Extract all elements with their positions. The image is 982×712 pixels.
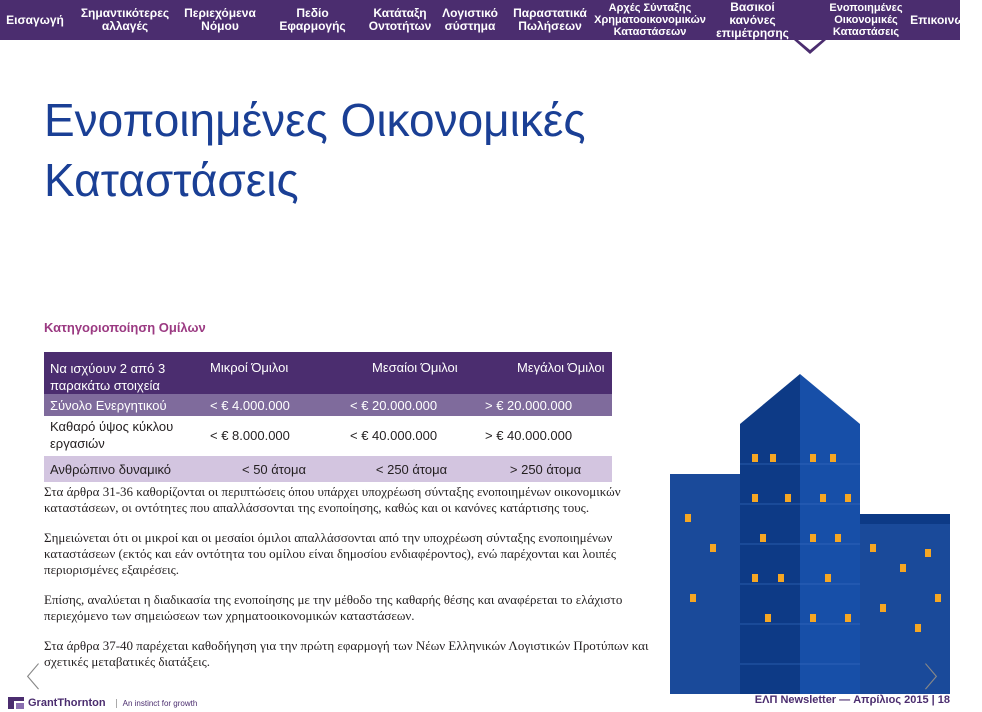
table-cell: Ανθρώπινο δυναμικό xyxy=(50,461,172,477)
table-cell: > 250 άτομα xyxy=(509,461,582,477)
table-cell: < 50 άτομα xyxy=(242,461,306,477)
table-row xyxy=(44,416,612,456)
paragraph: Σημειώνεται ότι οι μικροί και οι μεσαίοι όμιλοι απαλλάσσονται από την υποχρέωση σύνταξης ενοποιημένων καταστάσεων (εκτός και εάν οντότητα του ομίλου είναι δημοσίου ενδιαφέροντος), ενώ παρέχονται και λοιπές περιορισμένες εξαιρέσεις. xyxy=(44,530,616,577)
active-tab-marker-inner xyxy=(798,40,822,50)
body-text xyxy=(44,484,664,684)
table-row xyxy=(44,394,612,416)
nav-item-1[interactable]: Σημαντικότερες αλλαγές xyxy=(80,6,170,33)
table-cell: < € 8.000.000 xyxy=(210,428,290,443)
table-cell: Σύνολο Ενεργητικού xyxy=(50,397,167,413)
logo-mark-icon xyxy=(8,697,24,709)
nav-item-8[interactable]: Βασικοί κανόνες επιμέτρησης xyxy=(716,0,789,40)
next-page-arrow-icon[interactable]: 〉 xyxy=(924,661,953,694)
nav-item-2[interactable]: Περιεχόμενα Νόμου xyxy=(184,6,256,33)
table-cell: Καθαρό ύψος κύκλου εργασιών xyxy=(50,419,174,451)
group-classification-table xyxy=(44,352,612,482)
top-navigation xyxy=(0,0,982,40)
table-header-criteria: Να ισχύουν 2 από 3 παρακάτω στοιχεία xyxy=(50,361,166,393)
logo-tagline: An instinct for growth xyxy=(116,699,198,708)
nav-item-10[interactable]: Επικοινωνία xyxy=(910,12,982,27)
table-cell: < € 20.000.000 xyxy=(350,397,438,413)
table-cell: < € 40.000.000 xyxy=(350,428,438,443)
table-header-small: Μικροί Όμιλοι xyxy=(210,360,289,375)
paragraph: Στα άρθρα 31-36 καθορίζονται οι περιπτώσεις όπου υπάρχει υποχρέωση σύνταξης ενοποιημένων οικονομικών καταστάσεων, οι οντότητες που απαλλάσσονται της ενοποίησης, καθώς και οι κανόνες κατάρτισης τους. xyxy=(44,484,621,515)
table-cell: < 250 άτομα xyxy=(375,461,448,477)
table-cell: > € 40.000.000 xyxy=(485,428,573,443)
nav-item-3[interactable]: Πεδίο Εφαρμογής xyxy=(279,6,346,33)
table-cell: < € 4.000.000 xyxy=(210,397,290,413)
table-header-row xyxy=(44,352,612,394)
nav-item-9[interactable]: Ενοποιημένες Οικονομικές Καταστάσεις xyxy=(829,2,903,38)
logo-name: GrantThornton xyxy=(28,697,106,709)
nav-item-7[interactable]: Αρχές Σύνταξης Χρηματοοικονομικών Καταστάσεων xyxy=(594,2,706,38)
prev-page-arrow-icon[interactable]: 〈 xyxy=(12,661,41,694)
table-header-medium: Μεσαίοι Όμιλοι xyxy=(372,360,458,375)
table-row xyxy=(44,456,612,482)
table-cell: > € 20.000.000 xyxy=(485,397,573,413)
table-header-large: Μεγάλοι Όμιλοι xyxy=(517,360,605,375)
section-heading: Κατηγοριοποίηση Ομίλων xyxy=(44,320,206,335)
nav-item-0[interactable]: Εισαγωγή xyxy=(6,12,64,27)
footer-newsletter: ΕΛΠ Newsletter — Απρίλιος 2015 | 18 xyxy=(754,694,950,706)
nav-item-6[interactable]: Παραστατικά Πωλήσεων xyxy=(513,6,587,33)
page-title: Ενοποιημένες Οικονομικές Καταστάσεις xyxy=(44,94,586,206)
paragraph: Στα άρθρα 37-40 παρέχεται καθοδήγηση για την πρώτη εφαρμογή των Νέων Ελληνικών Λογιστικών Προτύπων και σχετικές μεταβατικές διατάξεις. xyxy=(44,638,649,669)
buildings-illustration xyxy=(660,364,960,694)
nav-item-4[interactable]: Κατάταξη Οντοτήτων xyxy=(368,6,432,33)
nav-item-5[interactable]: Λογιστικό σύστημα xyxy=(442,6,498,33)
grant-thornton-logo xyxy=(8,694,197,712)
paragraph: Επίσης, αναλύεται η διαδικασία της ενοποίησης με την μέθοδο της καθαρής θέσης και αναφέρεται το ελάχιστο περιεχόμενο των σημειώσεων των χρηματοοικονομικών καταστάσεων. xyxy=(44,592,623,623)
